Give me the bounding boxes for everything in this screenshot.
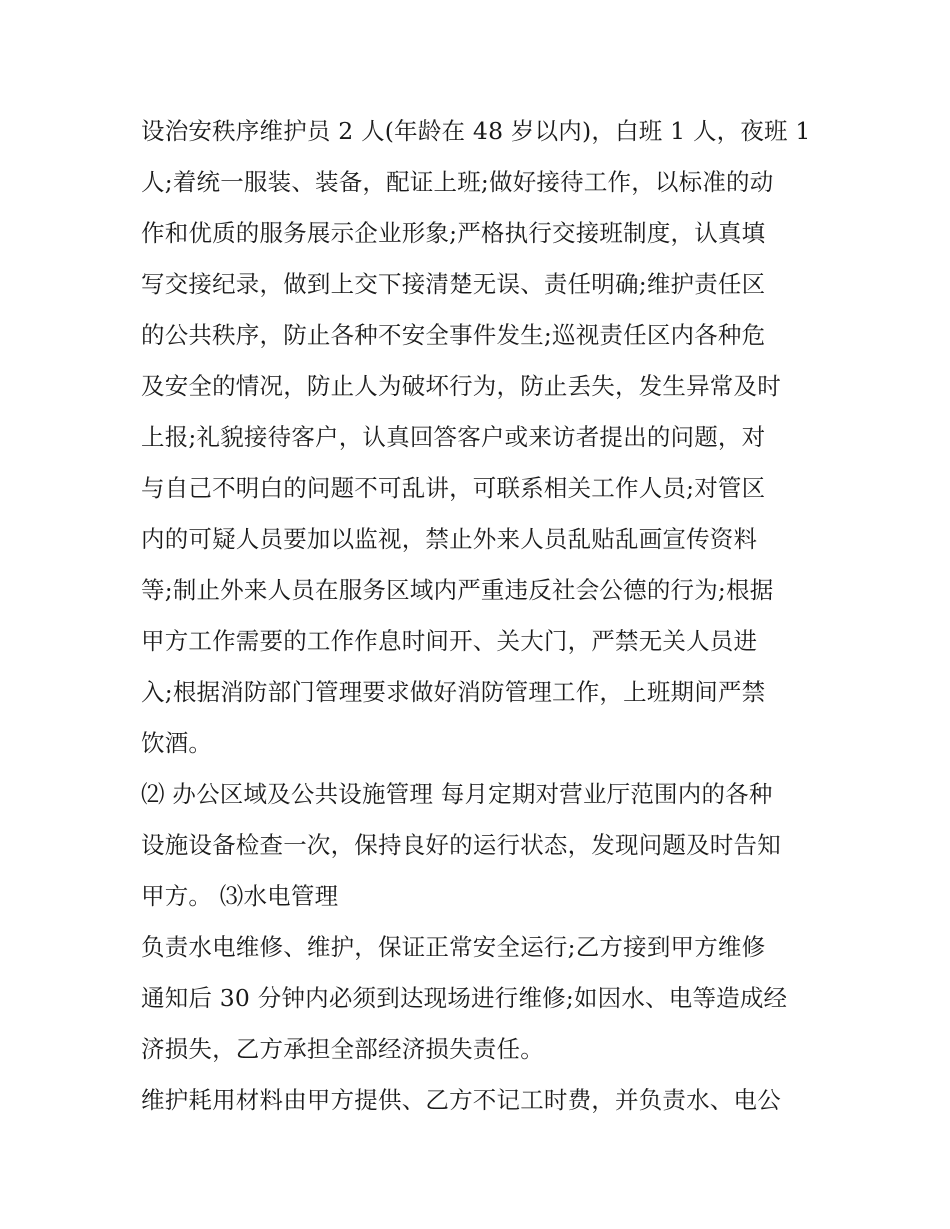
text-line: 人;着统一服装、装备，配证上班;做好接待工作，以标准的动 bbox=[141, 168, 774, 196]
text-line: 写交接纪录，做到上交下接清楚无误、责任明确;维护责任区 bbox=[141, 270, 766, 298]
text-line: 上报;礼貌接待客户，认真回答客户或来访者提出的问题，对 bbox=[141, 423, 766, 451]
text-line: 通知后 30 分钟内必须到达现场进行维修;如因水、电等造成经 bbox=[141, 984, 788, 1012]
text-line: 甲方。 ⑶水电管理 bbox=[141, 882, 339, 910]
text-line: 甲方工作需要的工作作息时间开、关大门，严禁无关人员进 bbox=[141, 627, 758, 655]
text-line: ⑵ 办公区域及公共设施管理 每月定期对营业厅范围内的各种 bbox=[141, 780, 773, 808]
paragraph-utility-maintenance bbox=[141, 922, 813, 1075]
text-line: 负责水电维修、维护，保证正常安全运行;乙方接到甲方维修 bbox=[141, 933, 766, 961]
text-line: 济损失，乙方承担全部经济损失责任。 bbox=[141, 1035, 544, 1063]
text-line: 的公共秩序，防止各种不安全事件发生;巡视责任区内各种危 bbox=[141, 321, 766, 349]
text-line: 设治安秩序维护员 2 人(年龄在 48 岁以内)，白班 1 人，夜班 1 bbox=[141, 117, 811, 145]
text-line: 设施设备检查一次，保持良好的运行状态，发现问题及时告知 bbox=[141, 831, 781, 859]
text-line: 等;制止外来人员在服务区域内严重违反社会公德的行为;根据 bbox=[141, 576, 774, 604]
text-line: 内的可疑人员要加以监视，禁止外来人员乱贴乱画宣传资料 bbox=[141, 525, 758, 553]
document-body bbox=[141, 106, 813, 1126]
paragraph-security-duties bbox=[141, 106, 813, 769]
text-line: 与自己不明白的问题不可乱讲，可联系相关工作人员;对管区 bbox=[141, 474, 766, 502]
text-line: 及安全的情况，防止人为破坏行为，防止丢失，发生异常及时 bbox=[141, 372, 781, 400]
paragraph-facility-management bbox=[141, 769, 813, 922]
text-line: 饮酒。 bbox=[141, 729, 213, 757]
text-line: 入;根据消防部门管理要求做好消防管理工作，上班期间严禁 bbox=[141, 678, 766, 706]
text-line: 作和优质的服务展示企业形象;严格执行交接班制度，认真填 bbox=[141, 219, 766, 247]
paragraph-materials bbox=[141, 1075, 813, 1126]
text-line: 维护耗用材料由甲方提供、乙方不记工时费，并负责水、电公 bbox=[141, 1086, 781, 1114]
